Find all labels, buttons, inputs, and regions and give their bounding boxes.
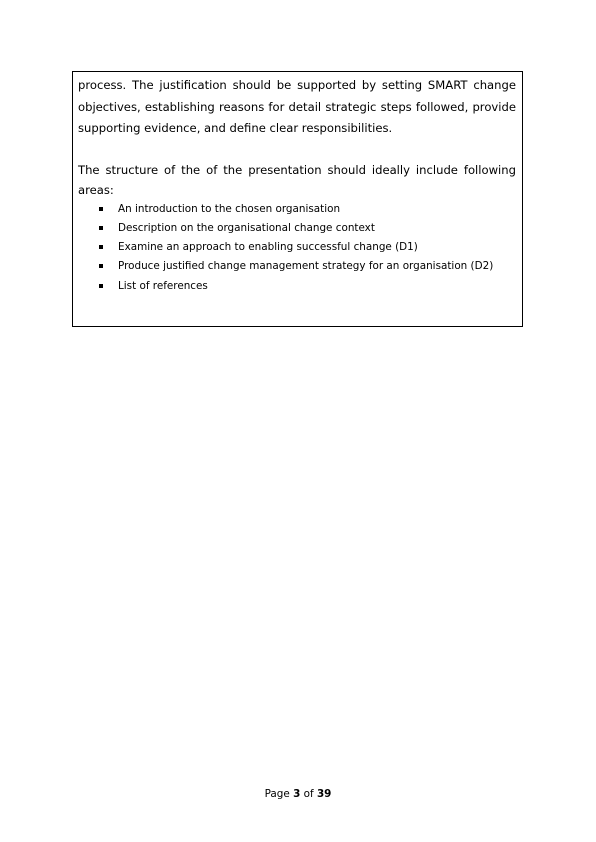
square-bullet-icon xyxy=(99,264,103,268)
list-item-text: List of references xyxy=(118,279,208,292)
square-bullet-icon xyxy=(99,245,103,249)
page-label: Page xyxy=(264,788,290,800)
content-box xyxy=(72,71,523,327)
square-bullet-icon xyxy=(99,284,103,288)
list-item xyxy=(99,257,516,276)
list-item-text: Examine an approach to enabling successful change (D1) xyxy=(118,241,418,254)
list-item xyxy=(99,277,516,296)
square-bullet-icon xyxy=(99,207,103,211)
paragraph-justification: process. The justification should be supported by setting SMART change objectives, establishing reasons for detail strategic steps followed, provide supporting evidence, and define clear responsibilities. xyxy=(78,78,516,135)
of-label: of xyxy=(303,788,314,800)
list-item xyxy=(99,200,516,219)
list-item xyxy=(99,219,516,238)
list-item-text: An introduction to the chosen organisation xyxy=(118,202,341,215)
current-page-number: 3 xyxy=(293,788,301,800)
list-item-text: Produce justified change management strategy for an organisation (D2) xyxy=(118,260,494,273)
page-footer xyxy=(0,786,596,802)
bullet-list xyxy=(78,200,516,296)
list-item xyxy=(99,238,516,257)
list-item-text: Description on the organisational change context xyxy=(118,221,375,234)
square-bullet-icon xyxy=(99,226,103,230)
paragraph-structure: The structure of the of the presentation should ideally include following areas: xyxy=(78,162,516,197)
total-pages-number: 39 xyxy=(316,788,332,800)
